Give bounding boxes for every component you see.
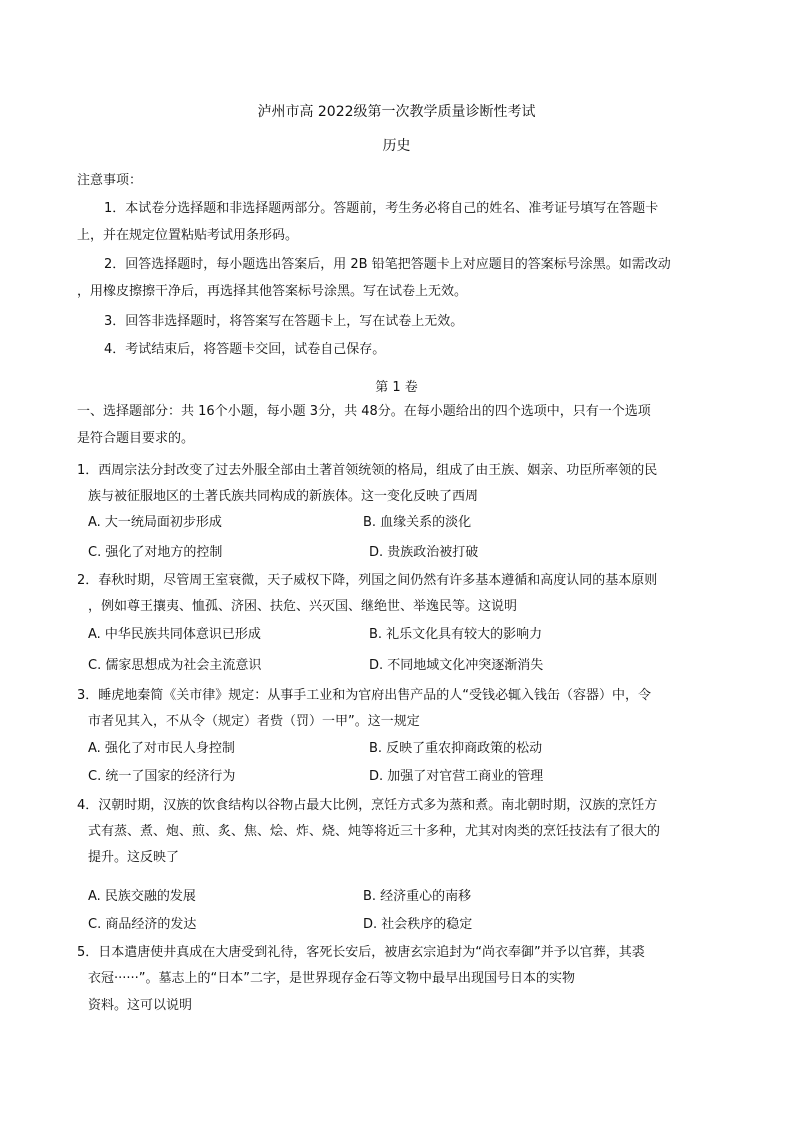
notice-item: 3．回答非选择题时，将答案写在答题卡上，写在试卷上无效。 [104,314,464,329]
question-1-option-b: B. 血缘关系的淡化 [363,515,472,530]
question-3-option-b: B. 反映了重农抑商政策的松动 [369,741,543,756]
notice-item: 4．考试结束后，将答题卡交回，试卷自己保存。 [104,342,386,357]
notice-item: ，用橡皮擦擦干净后，再选择其他答案标号涂黑。写在试卷上无效。 [77,284,468,299]
question-2-stem: 2．春秋时期，尽管周王室衰微，天子威权下降，列国之间仍然有许多基本遵循和高度认同的基本原则 [77,573,658,588]
question-1-option-a: A. 大一统局面初步形成 [88,515,222,530]
question-3-option-a: A. 强化了对市民人身控制 [88,741,235,756]
question-4-stem: 4．汉朝时期，汉族的饮食结构以谷物占最大比例，烹饪方式多为蒸和煮。南北朝时期，汉族的烹饪方 [77,798,658,813]
question-2-option-a: A. 中华民族共同体意识已形成 [88,627,261,642]
question-4-stem: 提升。这反映了 [88,850,180,865]
question-4-option-b: B. 经济重心的南移 [363,889,472,904]
notice-heading: 注意事项： [77,173,143,188]
question-1-option-d: D. 贵族政治被打破 [369,545,479,560]
question-1-stem: 族与被征服地区的土著氏族共同构成的新族体。这一变化反映了西周 [88,489,479,504]
question-1-option-c: C. 强化了对地方的控制 [88,545,223,560]
question-4-option-d: D. 社会秩序的稳定 [363,917,473,932]
question-3-option-c: C. 统一了国家的经济行为 [88,769,236,784]
question-4-stem: 式有蒸、煮、炮、煎、炙、焦、烩、炸、烧、炖等将近三十多种，尤其对肉类的烹饪技法有了很大的 [88,824,661,839]
question-2-stem: ，例如尊王攘夷、恤孤、济困、扶危、兴灭国、继绝世、举逸民等。这说明 [88,599,518,614]
exam-title: 泸州市高 2022级第一次教学质量诊断性考试 [257,104,536,120]
notice-item: 1．本试卷分选择题和非选择题两部分。答题前，考生务必将自己的姓名、准考证号填写在答题卡 [104,201,659,216]
question-2-option-b: B. 礼乐文化具有较大的影响力 [369,627,543,642]
notice-item: 上，并在规定位置粘贴考试用条形码。 [77,228,299,243]
question-3-option-d: D. 加强了对官营工商业的管理 [369,769,544,784]
question-1-stem: 1．西周宗法分封改变了过去外服全部由土著首领统领的格局，组成了由王族、姻亲、功臣所率领的民 [77,463,658,478]
question-5-stem: 5．日本遣唐使井真成在大唐受到礼待，客死长安后，被唐玄宗追封为“尚衣奉御”并予以官葬，其裘 [77,945,645,960]
section-instructions: 是符合题目要求的。 [77,431,195,446]
question-2-option-d: D. 不同地域文化冲突逐渐消失 [369,658,544,673]
question-4-option-a: A. 民族交融的发展 [88,889,196,904]
notice-item: 2．回答选择题时，每小题选出答案后，用 2B 铅笔把答题卡上对应题目的答案标号涂黑。如需改动 [104,257,671,272]
subject-title: 历史 [382,138,411,154]
section-instructions: 一、选择题部分：共 16个小题，每小题 3分，共 48分。在每小题给出的四个选项中，只有一个选项 [77,404,651,419]
question-5-stem: 资料。这可以说明 [88,998,193,1013]
question-2-option-c: C. 儒家思想成为社会主流意识 [88,658,262,673]
question-3-stem: 市者见其入，不从令（规定）者赀（罚）一甲”。这一规定 [88,714,420,729]
volume-label: 第 1 卷 [375,380,418,395]
question-4-option-c: C. 商品经济的发达 [88,917,197,932]
question-5-stem: 衣冠······”。墓志上的“日本”二字，是世界现存金石等文物中最早出现国号日本的实物 [88,971,575,986]
question-3-stem: 3．睡虎地秦简《关市律》规定：从事手工业和为官府出售产品的人“受钱必辄入钱缶（容器）中，令 [77,688,652,703]
